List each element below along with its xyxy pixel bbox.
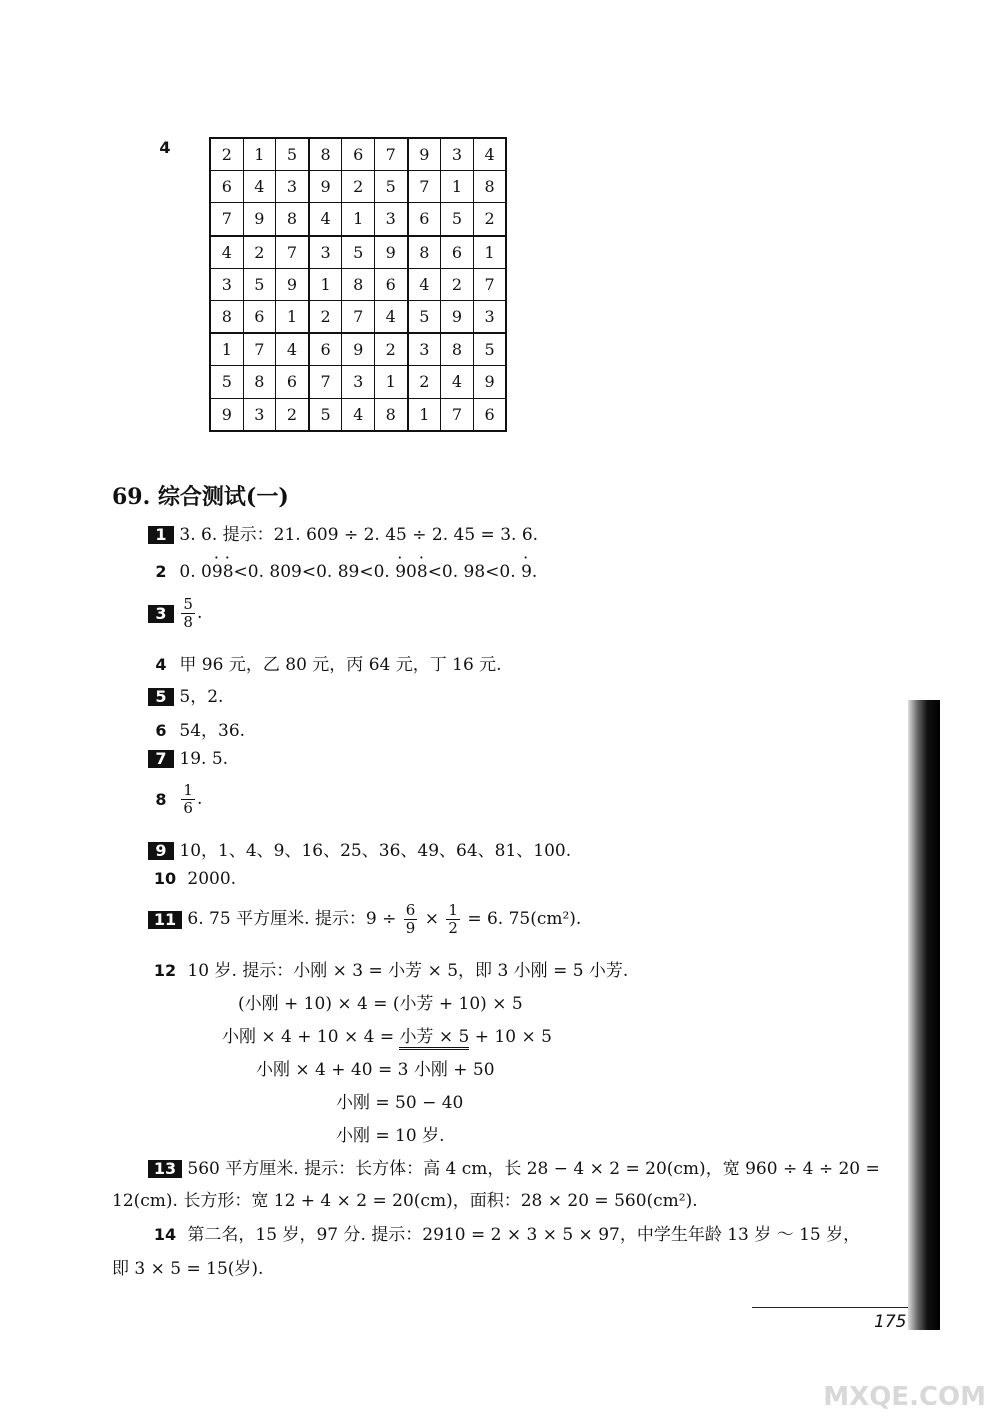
answer-14 (148, 1220, 860, 1245)
numerator: 1 (183, 781, 193, 799)
grid-cell: 2 (408, 366, 441, 398)
answer-text: . (531, 562, 538, 582)
grid-cell: 2 (210, 138, 243, 171)
grid-cell: 5 (210, 366, 243, 398)
section-title: 69. 综合测试(一) (112, 484, 289, 510)
numerator: 6 (405, 901, 416, 919)
repeat-digit: · 9 (521, 562, 532, 582)
answer-number: 7 (148, 750, 174, 768)
answer-10 (148, 869, 236, 889)
answer-text: <0. 809<0. 89<0. (233, 562, 396, 582)
answer-number: 4 (155, 655, 167, 674)
grid-cell: 9 (243, 203, 276, 236)
answer-11 (148, 902, 581, 937)
grid-cell: 5 (441, 203, 474, 236)
grid-cell: 2 (473, 203, 506, 236)
grid-cell: 9 (441, 300, 474, 333)
grid-cell: 4 (374, 300, 407, 333)
grid-cell: 6 (243, 300, 276, 333)
underlined-term: 小芳 × 5 (399, 1027, 469, 1050)
answer-text: 第二名，15 岁，97 分. 提示：2910 = 2 × 3 × 5 × 97，中学生年龄 13 岁 ～ 15 岁， (187, 1225, 861, 1245)
equation-line: 小刚 = 50 − 40 (336, 1093, 464, 1113)
footer-rule (752, 1307, 908, 1308)
answer-text: 3. 6. 提示：21. 609 ÷ 2. 45 ÷ 2. 45 = 3. 6. (179, 525, 539, 545)
grid-cell: 4 (473, 138, 506, 171)
grid-cell: 9 (210, 398, 243, 431)
grid-cell: 7 (408, 171, 441, 203)
fraction (404, 902, 418, 937)
grid-cell: 3 (243, 398, 276, 431)
grid-row (210, 138, 506, 171)
page-number: 175 (874, 1312, 907, 1332)
grid-cell: 8 (473, 171, 506, 203)
grid-cell: 3 (342, 366, 375, 398)
grid-cell: 6 (342, 138, 375, 171)
answer-8 (148, 782, 202, 817)
grid-cell: 6 (210, 171, 243, 203)
grid-cell: 2 (441, 268, 474, 300)
denominator: 6 (183, 799, 193, 817)
repeat-digit: · 9 (395, 562, 406, 582)
numerator: 1 (448, 901, 458, 919)
denominator: 9 (405, 919, 416, 937)
grid-cell: 8 (210, 300, 243, 333)
grid-cell: 3 (309, 236, 342, 269)
answer-number: 11 (148, 911, 182, 929)
repeat-digit: · 8 (223, 562, 234, 582)
grid-row (210, 398, 506, 431)
grid-cell: 9 (342, 333, 375, 366)
grid-row (210, 236, 506, 269)
grid-cell: 5 (473, 333, 506, 366)
grid-cell: 1 (374, 366, 407, 398)
grid-cell: 1 (473, 236, 506, 269)
grid-cell: 5 (243, 268, 276, 300)
answer-1 (148, 520, 538, 545)
fraction (181, 782, 195, 817)
answer-text: × (424, 909, 439, 929)
answer-number: 9 (148, 842, 174, 860)
grid-cell: 2 (342, 171, 375, 203)
equation-line: 小刚 = 10 岁. (336, 1126, 445, 1146)
grid-cell: 6 (408, 203, 441, 236)
answer-number: 5 (148, 688, 174, 706)
answer-12 (148, 956, 628, 981)
answer-4 (148, 650, 502, 675)
grid-row (210, 366, 506, 398)
watermark: MXQE.COM (823, 1382, 986, 1412)
fraction (181, 596, 195, 631)
answer-text: = 6. 75(cm²). (467, 909, 582, 929)
grid-cell: 7 (342, 300, 375, 333)
grid-cell: 1 (441, 171, 474, 203)
denominator: 8 (183, 613, 193, 631)
grid-cell: 6 (374, 268, 407, 300)
answer-2 (148, 562, 537, 582)
answer-text: 54，36. (179, 721, 246, 741)
grid-cell: 2 (243, 236, 276, 269)
grid-row (210, 171, 506, 203)
answer-number: 13 (148, 1160, 182, 1178)
grid-cell: 7 (473, 268, 506, 300)
answer-5 (148, 682, 223, 707)
grid-cell: 5 (309, 398, 342, 431)
answer-7 (148, 749, 228, 769)
grid-row (210, 300, 506, 333)
grid-cell: 5 (408, 300, 441, 333)
answer-number: 6 (155, 721, 167, 740)
grid-cell: 1 (210, 333, 243, 366)
answer-text: 小刚 × 4 + 10 × 4 = (222, 1027, 400, 1047)
answer-text: 10 岁. 提示：小刚 × 3 = 小芳 × 5，即 3 小刚 = 5 小芳. (187, 961, 629, 981)
grid-cell: 8 (243, 366, 276, 398)
grid-cell: 1 (342, 203, 375, 236)
grid-cell: 5 (276, 138, 309, 171)
grid-cell: 2 (276, 398, 309, 431)
answer-text: <0. 98<0. (427, 562, 522, 582)
grid-cell: 6 (309, 333, 342, 366)
grid-cell: 9 (309, 171, 342, 203)
repeat-digit: · 9 (212, 562, 223, 582)
grid-cell: 3 (210, 268, 243, 300)
grid-cell: 4 (276, 333, 309, 366)
grid-cell: 8 (441, 333, 474, 366)
grid-cell: 4 (243, 171, 276, 203)
page-edge-bar (908, 700, 940, 1330)
answer-14-cont: 即 3 × 5 = 15(岁). (112, 1259, 264, 1279)
grid-row (210, 268, 506, 300)
grid-cell: 3 (374, 203, 407, 236)
grid-cell: 1 (276, 300, 309, 333)
equation-line: 小刚 × 4 + 40 = 3 小刚 + 50 (256, 1060, 495, 1080)
answer-9 (148, 836, 571, 861)
answer-text: 10，1、4、9、16、25、36、49、64、81、100. (179, 841, 572, 861)
answer-text: . (196, 603, 203, 623)
grid-cell: 3 (441, 138, 474, 171)
grid-cell: 8 (374, 398, 407, 431)
grid-cell: 9 (276, 268, 309, 300)
answer-text: 2000. (187, 869, 237, 889)
answer-text: 19. 5. (179, 749, 229, 769)
sudoku-grid (209, 137, 507, 432)
grid-cell: 3 (276, 171, 309, 203)
grid-row (210, 333, 506, 366)
grid-cell: 1 (408, 398, 441, 431)
grid-cell: 3 (408, 333, 441, 366)
grid-cell: 4 (408, 268, 441, 300)
answer-number: 14 (153, 1225, 177, 1244)
answer-text: 甲 96 元，乙 80 元，丙 64 元，丁 16 元. (179, 655, 502, 675)
answer-text: 560 平方厘米. 提示：长方体：高 4 cm，长 28 − 4 × 2 = 20(cm)，宽 960 ÷ 4 ÷ 20 = (187, 1159, 880, 1179)
answer-text: 6. 75 平方厘米. 提示：9 ÷ (187, 909, 397, 929)
grid-cell: 7 (441, 398, 474, 431)
grid-cell: 1 (243, 138, 276, 171)
answer-text: + 10 × 5 (469, 1027, 552, 1047)
puzzle-label: 4 (159, 138, 171, 157)
answer-13-cont: 12(cm). 长方形：宽 12 + 4 × 2 = 20(cm)，面积：28 × 20 = 560(cm²). (112, 1191, 698, 1211)
numerator: 5 (183, 595, 193, 613)
answer-13 (148, 1154, 880, 1179)
grid-cell: 2 (374, 333, 407, 366)
grid-cell: 9 (408, 138, 441, 171)
answer-number: 1 (148, 526, 174, 544)
equation-line (222, 1022, 552, 1047)
answer-text: 0 (406, 562, 417, 582)
grid-cell: 6 (276, 366, 309, 398)
grid-cell: 5 (374, 171, 407, 203)
grid-cell: 6 (473, 398, 506, 431)
answer-number: 12 (153, 961, 177, 980)
grid-cell: 7 (374, 138, 407, 171)
answer-number: 8 (155, 789, 167, 809)
answer-number: 2 (155, 562, 167, 581)
grid-cell: 8 (408, 236, 441, 269)
grid-cell: 9 (374, 236, 407, 269)
grid-cell: 4 (342, 398, 375, 431)
grid-cell: 7 (276, 236, 309, 269)
fraction (446, 902, 460, 937)
answer-text: 0. 0 (179, 562, 212, 582)
grid-cell: 7 (309, 366, 342, 398)
grid-cell: 7 (243, 333, 276, 366)
grid-cell: 8 (342, 268, 375, 300)
answer-text: . (196, 789, 203, 809)
grid-cell: 8 (276, 203, 309, 236)
equation-line: (小刚 + 10) × 4 = (小芳 + 10) × 5 (238, 994, 523, 1014)
grid-cell: 4 (309, 203, 342, 236)
grid-cell: 2 (309, 300, 342, 333)
answer-text: 5，2. (179, 687, 224, 707)
answer-3 (148, 596, 202, 631)
grid-cell: 9 (473, 366, 506, 398)
answer-number: 3 (148, 605, 174, 623)
answer-number: 10 (153, 869, 177, 888)
grid-cell: 4 (210, 236, 243, 269)
grid-cell: 4 (441, 366, 474, 398)
grid-cell: 7 (210, 203, 243, 236)
grid-cell: 6 (441, 236, 474, 269)
grid-cell: 5 (342, 236, 375, 269)
grid-row (210, 203, 506, 236)
answer-6 (148, 716, 245, 741)
grid-cell: 8 (309, 138, 342, 171)
denominator: 2 (448, 919, 458, 937)
grid-cell: 1 (309, 268, 342, 300)
grid-cell: 3 (473, 300, 506, 333)
repeat-digit: · 8 (417, 562, 428, 582)
